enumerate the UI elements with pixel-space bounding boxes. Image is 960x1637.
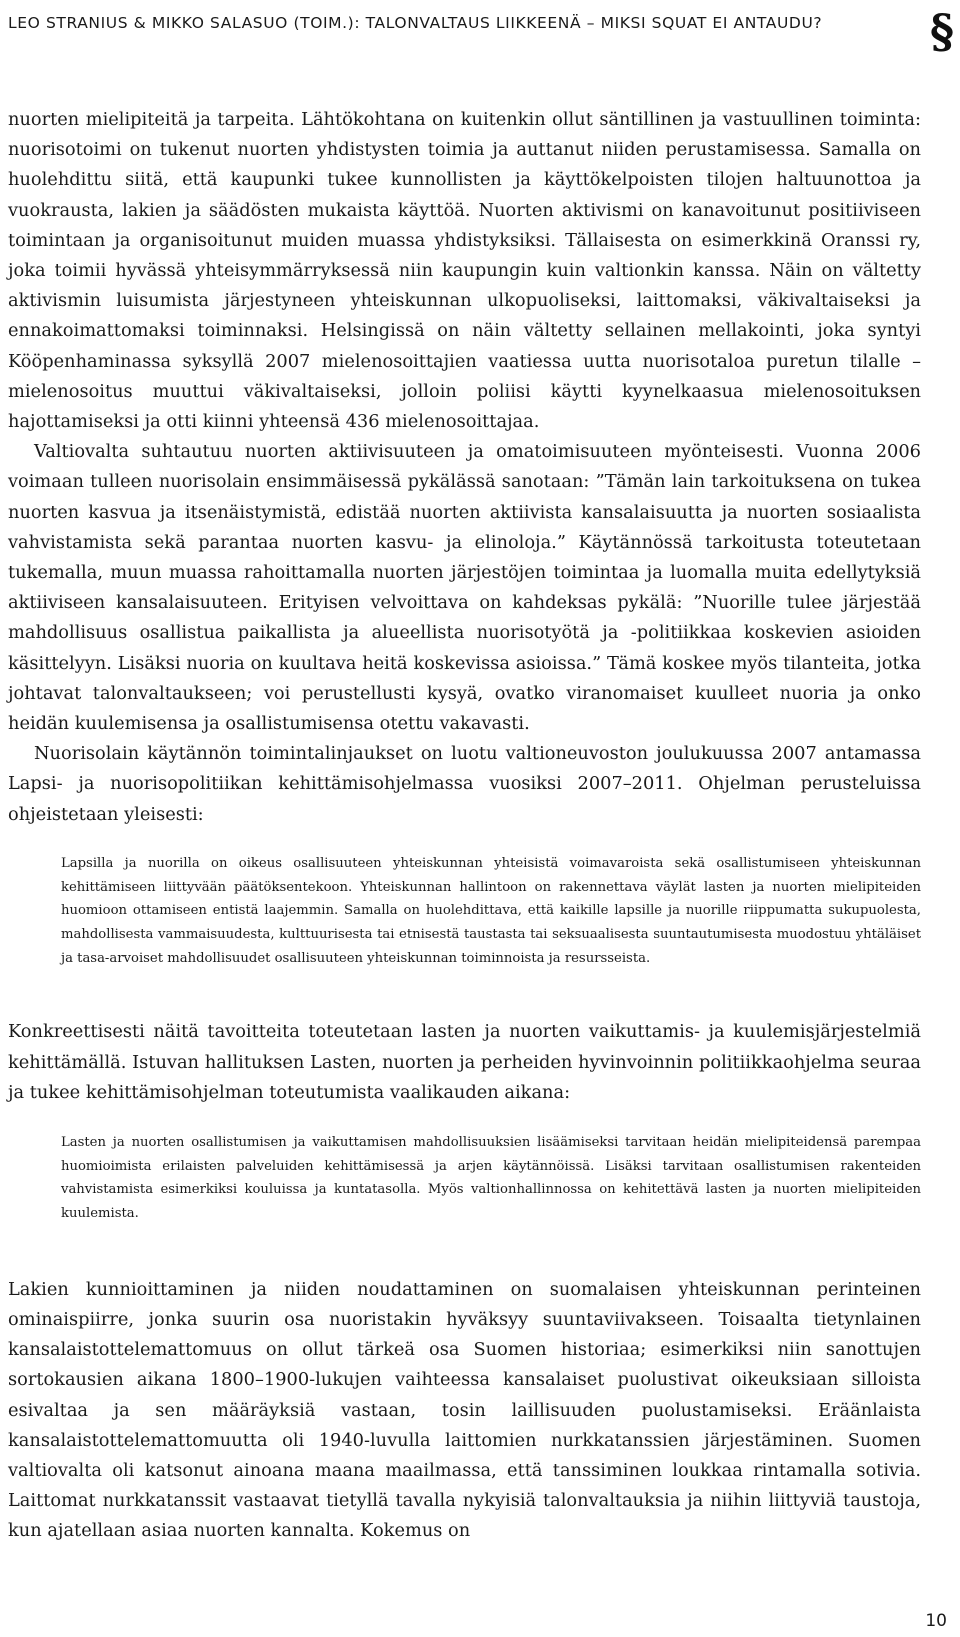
page-number: 10 xyxy=(925,1611,947,1631)
section-mark-icon: § xyxy=(929,4,954,58)
block-quote-2: Lasten ja nuorten osallistumisen ja vaikuttamisen mahdollisuuksien lisäämiseksi tarvitaan heidän mielipiteidensä parempaa huomioimista erilaisten palveluiden kehittämisessä ja arjen käytännöissä. Lisäksi tarvitaan osallistumisen rakenteiden vahvistamista esimerkiksi kouluissa ja kuntatasolla. Myös valtionhallinnossa on kehitettävä lasten ja nuorten mielipiteiden kuulemista. xyxy=(61,1135,921,1222)
paragraph-4: Konkreettisesti näitä tavoitteita toteutetaan lasten ja nuorten vaikuttamis- ja kuulemisjärjestelmiä kehittämällä. Istuvan hallituksen Lasten, nuorten ja perheiden hyvinvoinnin politiikkaohjelma seuraa ja tukee kehittämisohjelman toteutumista vaalikauden aikana: xyxy=(8,1021,921,1103)
running-header: LEO STRANIUS & MIKKO SALASUO (TOIM.): TALONVALTAUS LIIKKEENÄ – MIKSI SQUAT EI ANTAUDU? xyxy=(8,14,823,32)
paragraph-2: Valtiovalta suhtautuu nuorten aktiivisuuteen ja omatoimisuuteen myönteisesti. Vuonna 2006 voimaan tulleen nuorisolain ensimmäisessä pykälässä sanotaan: ”Tämän lain tarkoituksena on tukea nuorten kasvua ja itsenäistymistä, edistää nuorten aktiivista kansalaisuutta ja nuorten sosiaalista vahvistamista sekä parantaa nuorten kasvu- ja elinoloja.” Käytännössä tarkoitusta toteutetaan tukemalla, muun muassa rahoittamalla nuorten järjestöjen toimintaa ja luomalla muita edellytyksiä aktiiviseen kansalaisuuteen. Erityisen velvoittava on kahdeksas pykälä: ”Nuorille tulee järjestää mahdollisuus osallistua paikallista ja alueellista nuorisotyötä ja -politiikkaa koskevien asioiden käsittelyyn. Lisäksi nuoria on kuultava heitä koskevissa asioissa.” Tämä koskee myös tilanteita, jotka johtavat talonvaltaukseen; voi perustellusti kysyä, ovatko viranomaiset kuulleet nuoria ja onko heidän kuulemisensa ja osallistumisensa otettu vakavasti. xyxy=(8,441,921,735)
paragraph-3: Nuorisolain käytännön toimintalinjaukset on luotu valtioneuvoston joulukuussa 2007 antamassa Lapsi- ja nuorisopolitiikan kehittämisohjelmassa vuosiksi 2007–2011. Ohjelman perusteluissa ohjeistetaan yleisesti: xyxy=(8,743,921,825)
block-quote-1: Lapsilla ja nuorilla on oikeus osallisuuteen yhteiskunnan yhteisistä voimavaroista sekä osallistumiseen yhteiskunnan kehittämiseen liittyvään päätöksentekoon. Yhteiskunnan hallintoon on rakennettava väylät lasten ja nuorten mielipiteiden huomioon ottamiseen entistä laajemmin. Samalla on huolehdittava, että kaikille lapsille ja nuorille riippumatta sukupuolesta, mahdollisesta vammaisuudesta, kulttuurisesta tai etnisestä taustasta tai seksuaalisesta suuntautumisesta muodostuu yhtäläiset ja tasa-arvoiset mahdollisuudet osallisuuteen yhteiskunnan toiminnoista ja resursseista. xyxy=(61,855,921,966)
paragraph-5: Lakien kunnioittaminen ja niiden noudattaminen on suomalaisen yhteiskunnan perinteinen ominaispiirre, jonka suurin osa nuoristakin hyväksyy suuntaviivakseen. Toisaalta tietynlainen kansalaistottelemattomuus on ollut tärkeä osa Suomen historiaa; esimerkiksi niin sanottujen sortokausien aikana 1800–1900-lukujen vaihteessa kansalaiset puolustivat oikeuksiaan silloista esivaltaa ja sen määräyksiä vastaan, tosin laillisuuden puolustamiseksi. Eräänlaista kansalaistottelemattomuutta oli 1940-luvulla laittomien nurkkatanssien järjestäminen. Suomen valtiovalta oli katsonut ainoana maana maailmassa, että tanssiminen loukkaa rintamalla sotivia. Laittomat nurkkatanssit vastaavat tietyllä tavalla nykyisiä talonvaltauksia ja niihin liittyviä taustoja, kun ajatellaan asiaa nuorten kannalta. Kokemus on xyxy=(8,1278,921,1542)
page-body xyxy=(8,105,921,1547)
paragraph-1: nuorten mielipiteitä ja tarpeita. Lähtökohtana on kuitenkin ollut säntillinen ja vastuullinen toiminta: nuorisotoimi on tukenut nuorten yhdistysten toimia ja auttanut niiden perustamisessa. Samalla on huolehdittu siitä, että kaupunki tukee kunnollisten ja käyttökelpoisten tilojen haltuunottoa ja vuokrausta, lakien ja säädösten mukaista käyttöä. Nuorten aktivismi on kanavoitunut positiiviseen toimintaan ja organisoitunut muiden muassa yhdistyksiksi. Tällaisesta on esimerkkinä Oranssi ry, joka toimii hyvässä yhteisymmärryksessä niin kaupungin kuin valtionkin kanssa. Näin on vältetty aktivismin luisumista järjestyneen yhteiskunnan ulkopuoliseksi, laittomaksi, väkivaltaiseksi ja ennakoimattomaksi toiminnaksi. Helsingissä on näin vältetty sellainen mellakointi, joka syntyi Kööpenhaminassa syksyllä 2007 mielenosoittajien vaatiessa uutta nuorisotaloa puretun tilalle – mielenosoitus muuttui väkivaltaiseksi, jolloin poliisi käytti kyynelkaasua mielenosoituksen hajottamiseksi ja otti kiinni yhteensä 436 mielenosoittajaa. xyxy=(8,109,921,433)
